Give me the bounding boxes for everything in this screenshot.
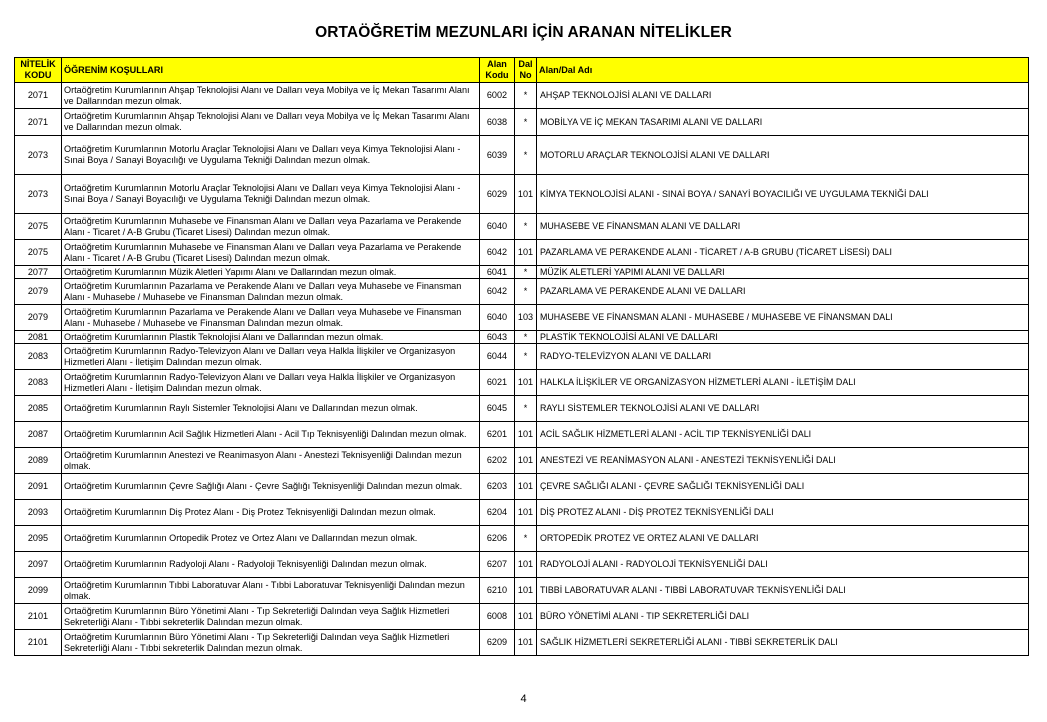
ogrenim-kosulu-cell: Ortaöğretim Kurumlarının Radyo-Televizyon Alanı ve Dalları veya Halkla İlişkiler ve Organizasyon Hizmetleri Alanı - İletişim Dalından mezun olmak. [62,370,480,396]
nitelik-kodu-cell: 2071 [15,109,62,136]
header-alan-kodu: Alan Kodu [480,58,515,83]
dal-no-cell: * [515,344,537,370]
alan-dal-adi-cell: RAYLI SİSTEMLER TEKNOLOJİSİ ALANI VE DALLARI [537,396,1029,422]
alan-dal-adi-cell: ÇEVRE SAĞLIĞI ALANI - ÇEVRE SAĞLIĞI TEKNİSYENLİĞİ DALI [537,474,1029,500]
dal-no-cell: * [515,136,537,175]
alan-kodu-cell: 6021 [480,370,515,396]
alan-dal-adi-cell: MUHASEBE VE FİNANSMAN ALANI VE DALLARI [537,214,1029,240]
table-row [15,305,1029,331]
table-row [15,370,1029,396]
nitelik-kodu-cell: 2101 [15,604,62,630]
table-row [15,344,1029,370]
alan-dal-adi-cell: KİMYA TEKNOLOJİSİ ALANI - SINAİ BOYA / SANAYİ BOYACILIĞI VE UYGULAMA TEKNİĞİ DALI [537,175,1029,214]
dal-no-cell: 101 [515,630,537,656]
dal-no-cell: 101 [515,604,537,630]
alan-dal-adi-cell: PAZARLAMA VE PERAKENDE ALANI - TİCARET / A-B GRUBU (TİCARET LİSESİ) DALI [537,240,1029,266]
alan-kodu-cell: 6042 [480,240,515,266]
table-row [15,331,1029,344]
alan-dal-adi-cell: HALKLA İLİŞKİLER VE ORGANİZASYON HİZMETLERİ ALANI - İLETİŞİM DALI [537,370,1029,396]
dal-no-cell: 101 [515,370,537,396]
ogrenim-kosulu-cell: Ortaöğretim Kurumlarının Pazarlama ve Perakende Alanı ve Dalları veya Muhasebe ve Finansman Alanı - Muhasebe / Muhasebe ve Finansman Dalından mezun olmak. [62,279,480,305]
alan-kodu-cell: 6207 [480,552,515,578]
ogrenim-kosulu-cell: Ortaöğretim Kurumlarının Ahşap Teknolojisi Alanı ve Dalları veya Mobilya ve İç Mekan Tasarımı Alanı ve Dallarından mezun olmak. [62,83,480,109]
ogrenim-kosulu-cell: Ortaöğretim Kurumlarının Ortopedik Protez ve Ortez Alanı ve Dallarından mezun olmak. [62,526,480,552]
table-header-row [15,58,1029,83]
header-alan-dal-adi: Alan/Dal Adı [537,58,1029,83]
alan-kodu-cell: 6038 [480,109,515,136]
alan-dal-adi-cell: MUHASEBE VE FİNANSMAN ALANI - MUHASEBE / MUHASEBE VE FİNANSMAN DALI [537,305,1029,331]
ogrenim-kosulu-cell: Ortaöğretim Kurumlarının Diş Protez Alanı - Diş Protez Teknisyenliği Dalından mezun olmak. [62,500,480,526]
ogrenim-kosulu-cell: Ortaöğretim Kurumlarının Motorlu Araçlar Teknolojisi Alanı ve Dalları veya Kimya Teknolojisi Alanı - Sınai Boya / Sanayi Boyacılığı ve Uygulama Tekniği Dalından mezun olmak. [62,175,480,214]
alan-kodu-cell: 6203 [480,474,515,500]
table-row [15,604,1029,630]
table-row [15,214,1029,240]
nitelik-kodu-cell: 2089 [15,448,62,474]
dal-no-cell: * [515,526,537,552]
dal-no-cell: * [515,279,537,305]
page-title: ORTAÖĞRETİM MEZUNLARI İÇİN ARANAN NİTELİKLER [315,24,732,41]
table-row [15,448,1029,474]
alan-dal-adi-cell: BÜRO YÖNETİMİ ALANI - TIP SEKRETERLİĞİ DALI [537,604,1029,630]
header-ogrenim-kosullari: ÖĞRENİM KOŞULLARI [62,58,480,83]
dal-no-cell: * [515,396,537,422]
table-row [15,552,1029,578]
dal-no-cell: * [515,83,537,109]
ogrenim-kosulu-cell: Ortaöğretim Kurumlarının Müzik Aletleri Yapımı Alanı ve Dallarından mezun olmak. [62,266,480,279]
dal-no-cell: * [515,266,537,279]
nitelik-kodu-cell: 2075 [15,240,62,266]
dal-no-cell: 101 [515,474,537,500]
alan-kodu-cell: 6201 [480,422,515,448]
dal-no-cell: 101 [515,448,537,474]
alan-dal-adi-cell: ANESTEZİ VE REANİMASYON ALANI - ANESTEZİ TEKNİSYENLİĞİ DALI [537,448,1029,474]
table-row [15,240,1029,266]
alan-dal-adi-cell: SAĞLIK HİZMETLERİ SEKRETERLİĞİ ALANI - TIBBİ SEKRETERLİK DALI [537,630,1029,656]
nitelik-kodu-cell: 2073 [15,136,62,175]
ogrenim-kosulu-cell: Ortaöğretim Kurumlarının Çevre Sağlığı Alanı - Çevre Sağlığı Teknisyenliği Dalından mezun olmak. [62,474,480,500]
header-dal-no: Dal No [515,58,537,83]
alan-dal-adi-cell: DİŞ PROTEZ ALANI - DİŞ PROTEZ TEKNİSYENLİĞİ DALI [537,500,1029,526]
alan-kodu-cell: 6202 [480,448,515,474]
ogrenim-kosulu-cell: Ortaöğretim Kurumlarının Muhasebe ve Finansman Alanı ve Dalları veya Pazarlama ve Perakende Alanı - Ticaret / A-B Grubu (Ticaret Lisesi) Dalından mezun olmak. [62,214,480,240]
alan-dal-adi-cell: MÜZİK ALETLERİ YAPIMI ALANI VE DALLARI [537,266,1029,279]
table-row [15,630,1029,656]
nitelik-kodu-cell: 2077 [15,266,62,279]
nitelik-kodu-cell: 2091 [15,474,62,500]
page-number: 4 [520,693,527,705]
alan-dal-adi-cell: PAZARLAMA VE PERAKENDE ALANI VE DALLARI [537,279,1029,305]
alan-dal-adi-cell: ORTOPEDİK PROTEZ VE ORTEZ ALANI VE DALLARI [537,526,1029,552]
dal-no-cell: 103 [515,305,537,331]
alan-kodu-cell: 6044 [480,344,515,370]
table-row [15,422,1029,448]
table-row [15,500,1029,526]
dal-no-cell: 101 [515,175,537,214]
ogrenim-kosulu-cell: Ortaöğretim Kurumlarının Anestezi ve Reanimasyon Alanı - Anestezi Teknisyenliği Dalından mezun olmak. [62,448,480,474]
dal-no-cell: 101 [515,578,537,604]
alan-kodu-cell: 6042 [480,279,515,305]
nitelik-kodu-cell: 2093 [15,500,62,526]
nitelik-kodu-cell: 2071 [15,83,62,109]
qualifications-table [14,57,1029,656]
nitelik-kodu-cell: 2099 [15,578,62,604]
ogrenim-kosulu-cell: Ortaöğretim Kurumlarının Tıbbi Laboratuvar Alanı - Tıbbi Laboratuvar Teknisyenliği Dalından mezun olmak. [62,578,480,604]
alan-kodu-cell: 6039 [480,136,515,175]
ogrenim-kosulu-cell: Ortaöğretim Kurumlarının Ahşap Teknolojisi Alanı ve Dalları veya Mobilya ve İç Mekan Tasarımı Alanı ve Dallarından mezun olmak. [62,109,480,136]
dal-no-cell: * [515,109,537,136]
table-row [15,396,1029,422]
ogrenim-kosulu-cell: Ortaöğretim Kurumlarının Pazarlama ve Perakende Alanı ve Dalları veya Muhasebe ve Finansman Alanı - Muhasebe / Muhasebe ve Finansman Dalından mezun olmak. [62,305,480,331]
ogrenim-kosulu-cell: Ortaöğretim Kurumlarının Muhasebe ve Finansman Alanı ve Dalları veya Pazarlama ve Perakende Alanı - Ticaret / A-B Grubu (Ticaret Lisesi) Dalından mezun olmak. [62,240,480,266]
ogrenim-kosulu-cell: Ortaöğretim Kurumlarının Radyoloji Alanı - Radyoloji Teknisyenliği Dalından mezun olmak. [62,552,480,578]
alan-dal-adi-cell: RADYOLOJİ ALANI - RADYOLOJİ TEKNİSYENLİĞİ DALI [537,552,1029,578]
nitelik-kodu-cell: 2083 [15,344,62,370]
alan-dal-adi-cell: MOBİLYA VE İÇ MEKAN TASARIMI ALANI VE DALLARI [537,109,1029,136]
nitelik-kodu-cell: 2095 [15,526,62,552]
ogrenim-kosulu-cell: Ortaöğretim Kurumlarının Motorlu Araçlar Teknolojisi Alanı ve Dalları veya Kimya Teknolojisi Alanı - Sınai Boya / Sanayi Boyacılığı ve Uygulama Tekniği Dalından mezun olmak. [62,136,480,175]
nitelik-kodu-cell: 2087 [15,422,62,448]
dal-no-cell: 101 [515,500,537,526]
nitelik-kodu-cell: 2075 [15,214,62,240]
dal-no-cell: * [515,331,537,344]
alan-kodu-cell: 6002 [480,83,515,109]
table-body [15,83,1029,656]
table-row [15,578,1029,604]
alan-kodu-cell: 6206 [480,526,515,552]
ogrenim-kosulu-cell: Ortaöğretim Kurumlarının Büro Yönetimi Alanı - Tıp Sekreterliği Dalından veya Sağlık Hizmetleri Sekreterliği Alanı - Tıbbi sekreterlik Dalından mezun olmak. [62,630,480,656]
ogrenim-kosulu-cell: Ortaöğretim Kurumlarının Raylı Sistemler Teknolojisi Alanı ve Dallarından mezun olmak. [62,396,480,422]
nitelik-kodu-cell: 2073 [15,175,62,214]
table-row [15,109,1029,136]
alan-kodu-cell: 6043 [480,331,515,344]
ogrenim-kosulu-cell: Ortaöğretim Kurumlarının Acil Sağlık Hizmetleri Alanı - Acil Tıp Teknisyenliği Dalından mezun olmak. [62,422,480,448]
nitelik-kodu-cell: 2079 [15,305,62,331]
table-row [15,266,1029,279]
alan-kodu-cell: 6204 [480,500,515,526]
ogrenim-kosulu-cell: Ortaöğretim Kurumlarının Büro Yönetimi Alanı - Tıp Sekreterliği Dalından veya Sağlık Hizmetleri Sekreterliği Alanı - Tıbbi sekreterlik Dalından mezun olmak. [62,604,480,630]
nitelik-kodu-cell: 2097 [15,552,62,578]
table-row [15,83,1029,109]
dal-no-cell: 101 [515,240,537,266]
nitelik-kodu-cell: 2085 [15,396,62,422]
nitelik-kodu-cell: 2101 [15,630,62,656]
alan-kodu-cell: 6041 [480,266,515,279]
alan-kodu-cell: 6029 [480,175,515,214]
dal-no-cell: * [515,214,537,240]
header-nitelik-kodu: NİTELİK KODU [15,58,62,83]
ogrenim-kosulu-cell: Ortaöğretim Kurumlarının Radyo-Televizyon Alanı ve Dalları veya Halkla İlişkiler ve Organizasyon Hizmetleri Alanı - İletişim Dalından mezun olmak. [62,344,480,370]
alan-kodu-cell: 6045 [480,396,515,422]
alan-dal-adi-cell: MOTORLU ARAÇLAR TEKNOLOJİSİ ALANI VE DALLARI [537,136,1029,175]
ogrenim-kosulu-cell: Ortaöğretim Kurumlarının Plastik Teknolojisi Alanı ve Dallarından mezun olmak. [62,331,480,344]
alan-dal-adi-cell: PLASTİK TEKNOLOJİSİ ALANI VE DALLARI [537,331,1029,344]
alan-kodu-cell: 6040 [480,305,515,331]
table-row [15,175,1029,214]
alan-dal-adi-cell: ACİL SAĞLIK HİZMETLERİ ALANI - ACİL TIP TEKNİSYENLİĞİ DALI [537,422,1029,448]
alan-kodu-cell: 6008 [480,604,515,630]
dal-no-cell: 101 [515,552,537,578]
nitelik-kodu-cell: 2083 [15,370,62,396]
alan-kodu-cell: 6210 [480,578,515,604]
dal-no-cell: 101 [515,422,537,448]
alan-dal-adi-cell: RADYO-TELEVİZYON ALANI VE DALLARI [537,344,1029,370]
alan-dal-adi-cell: TIBBİ LABORATUVAR ALANI - TIBBİ LABORATUVAR TEKNİSYENLİĞİ DALI [537,578,1029,604]
alan-dal-adi-cell: AHŞAP TEKNOLOJİSİ ALANI VE DALLARI [537,83,1029,109]
table-row [15,474,1029,500]
alan-kodu-cell: 6209 [480,630,515,656]
table-row [15,136,1029,175]
alan-kodu-cell: 6040 [480,214,515,240]
table-row [15,526,1029,552]
nitelik-kodu-cell: 2079 [15,279,62,305]
nitelik-kodu-cell: 2081 [15,331,62,344]
table-row [15,279,1029,305]
